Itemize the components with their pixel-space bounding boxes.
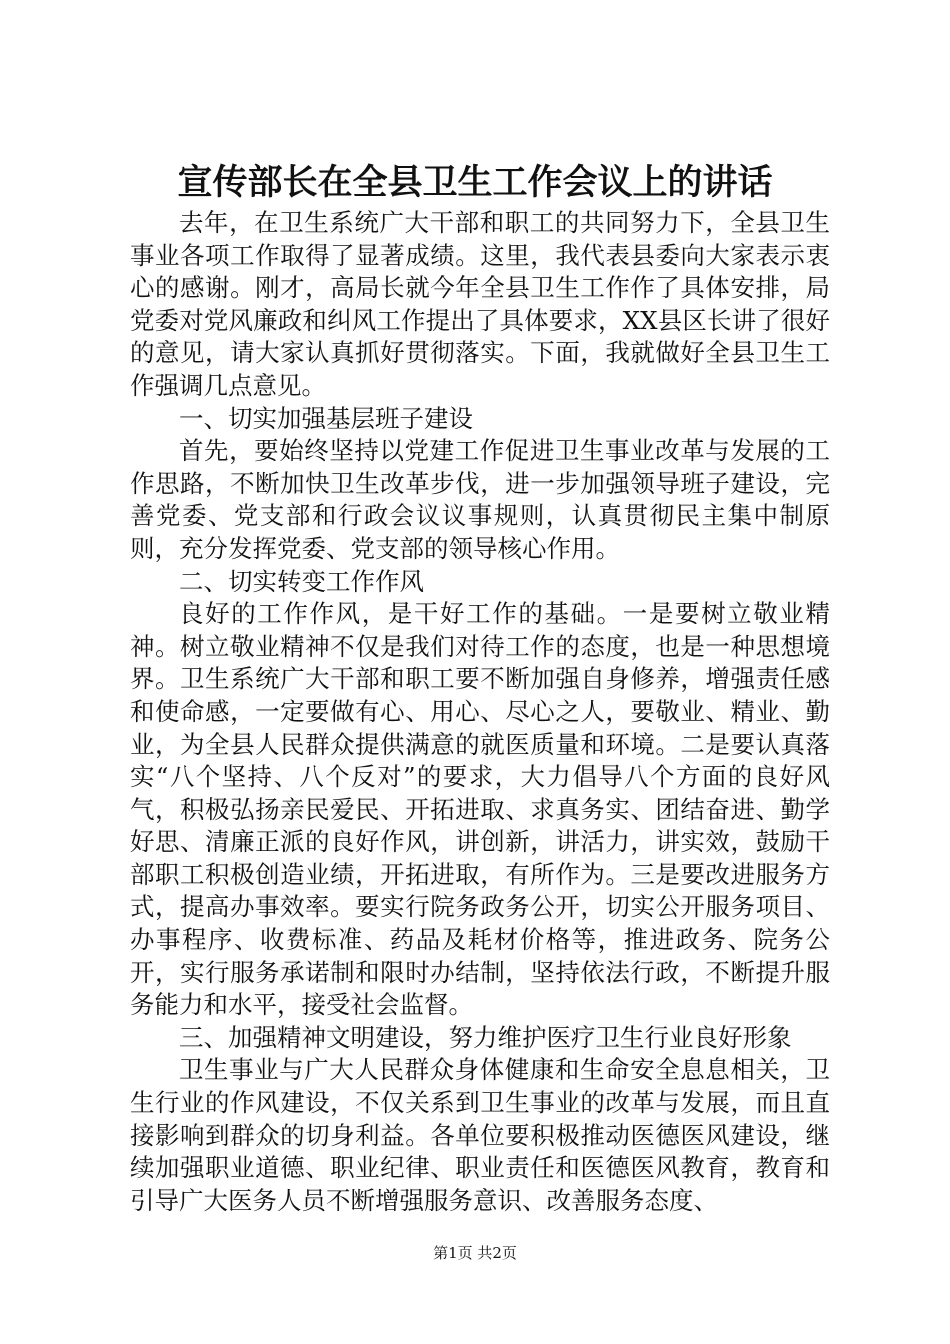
paragraph-section-1: 首先，要始终坚持以党建工作促进卫生事业改革与发展的工作思路，不断加快卫生改革步伐，进一步加强领导班子建设，完善党委、党支部和行政会议议事规则，认真贯彻民主集中制原则，充分发挥党委、党支部的领导核心作用。	[130, 436, 830, 563]
section-heading-3: 三、加强精神文明建设，努力维护医疗卫生行业良好形象	[179, 1022, 792, 1052]
document-body	[130, 207, 830, 1217]
section-heading-1: 一、切实加强基层班子建设	[179, 403, 473, 433]
paragraph-intro: 去年，在卫生系统广大干部和职工的共同努力下，全县卫生事业各项工作取得了显著成绩。这里，我代表县委向大家表示衷心的感谢。刚才，高局长就今年全县卫生工作作了具体安排，局党委对党风廉政和纠风工作提出了具体要求，XX县区长讲了很好的意见，请大家认真抓好贯彻落实。下面，我就做好全县卫生工作强调几点意见。	[130, 208, 830, 400]
document-title: 宣传部长在全县卫生工作会议上的讲话	[177, 162, 773, 203]
paragraph-section-2: 良好的工作作风，是干好工作的基础。一是要树立敬业精神。树立敬业精神不仅是我们对待工作的态度，也是一种思想境界。卫生系统广大干部和职工要不断加强自身修养，增强责任感和使命感，一定要做有心、用心、尽心之人，要敬业、精业、勤业，为全县人民群众提供满意的就医质量和环境。二是要认真落实“八个坚持、八个反对”的要求，大力倡导八个方面的良好风气，积极弘扬亲民爱民、开拓进取、求真务实、团结奋进、勤学好思、清廉正派的良好作风，讲创新，讲活力，讲实效，鼓励干部职工积极创造业绩，开拓进取，有所作为。三是要改进服务方式，提高办事效率。要实行院务政务公开，切实公开服务项目、办事程序、收费标准、药品及耗材价格等，推进政务、院务公开，实行服务承诺制和限时办结制，坚持依法行政，不断提升服务能力和水平，接受社会监督。	[130, 599, 830, 1020]
paragraph-section-3: 卫生事业与广大人民群众身体健康和生命安全息息相关，卫生行业的作风建设，不仅关系到卫生事业的改革与发展，而且直接影响到群众的切身利益。各单位要积极推动医德医风建设，继续加强职业道德、职业纪律、职业责任和医德医风教育，教育和引导广大医务人员不断增强服务意识、改善服务态度、	[130, 1055, 830, 1215]
page-number-footer: 第1页 共2页	[433, 1244, 517, 1262]
section-heading-2: 二、切实转变工作作风	[179, 566, 424, 596]
